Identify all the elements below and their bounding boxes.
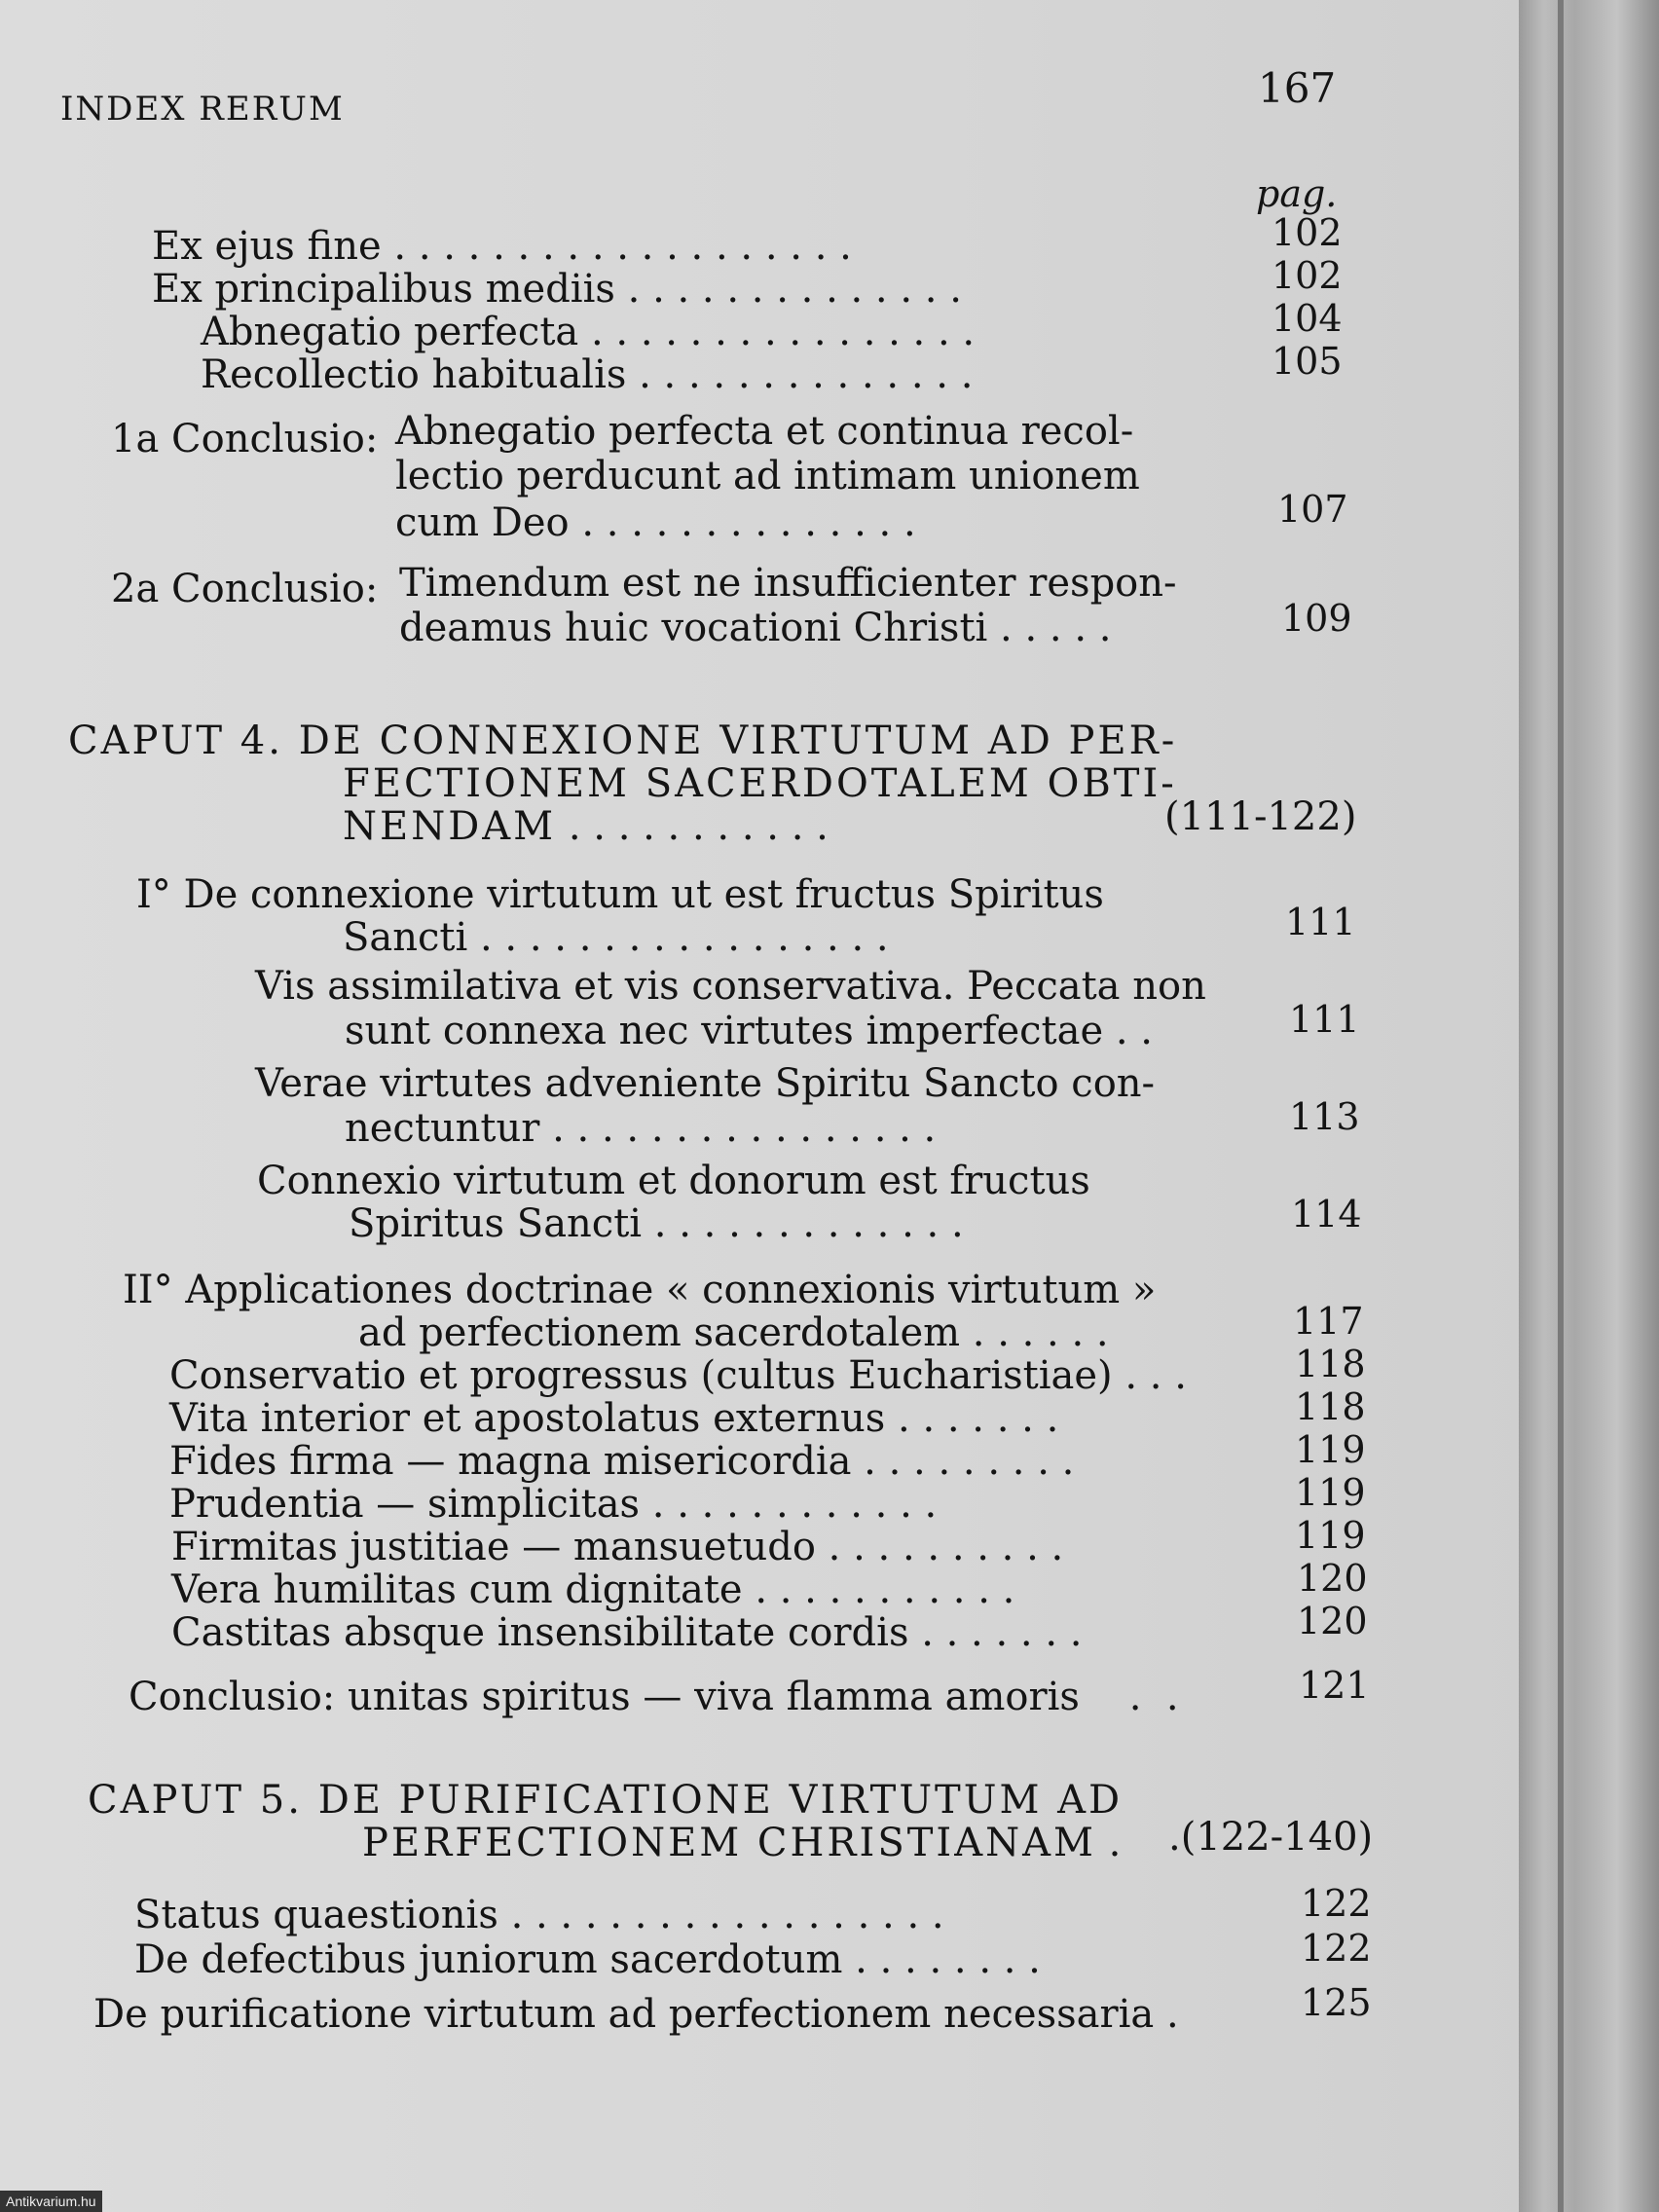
sub-entry-line: Spiritus Sancti . . . . . . . . . . . . . bbox=[349, 1201, 964, 1246]
book-spine bbox=[1519, 0, 1659, 2212]
entry-page: 119 bbox=[1295, 1471, 1366, 1514]
entry-page: 122 bbox=[1301, 1927, 1372, 1970]
section-heading: I° De connexione virtutum ut est fructus Spiritus bbox=[136, 872, 1104, 917]
conclusio-line: Timendum est ne insufficienter respon- bbox=[399, 561, 1177, 606]
entry-page: 120 bbox=[1297, 1557, 1368, 1600]
watermark: Antikvarium.hu bbox=[0, 2191, 102, 2212]
caput-4-range: (111-122) bbox=[1164, 794, 1357, 839]
sub-entry-text: Fides firma — magna misericordia . . . . . . . . . bbox=[169, 1439, 1075, 1484]
entry-page: 107 bbox=[1277, 488, 1348, 531]
caput-4-heading: FECTIONEM SACERDOTALEM OBTI- bbox=[343, 761, 1177, 806]
section-heading: Sancti . . . . . . . . . . . . . . . . . bbox=[343, 915, 889, 960]
running-head: INDEX RERUM bbox=[60, 90, 345, 129]
sub-entry-line: Connexio virtutum et donorum est fructus bbox=[257, 1159, 1090, 1203]
entry-page: 118 bbox=[1295, 1385, 1366, 1428]
sub-entry-text: Castitas absque insensibilitate cordis . . . . . . . bbox=[171, 1610, 1083, 1655]
entry-text: De purificatione virtutum ad perfectionem necessaria . bbox=[93, 1992, 1179, 2037]
entry-page: 121 bbox=[1299, 1664, 1370, 1707]
spine-edge bbox=[1558, 0, 1564, 2212]
caput-4-heading: NENDAM . . . . . . . . . . . bbox=[343, 804, 829, 849]
conclusio-entry: Conclusio: unitas spiritus — viva flamma amoris . . bbox=[129, 1675, 1179, 1719]
entry-text: Ex ejus fine . . . . . . . . . . . . . . . . . . . bbox=[152, 224, 852, 269]
entry-text: Abnegatio perfecta . . . . . . . . . . . . . . . . bbox=[201, 310, 976, 354]
sub-entry-text: Conservatio et progressus (cultus Eucharistiae) . . . bbox=[169, 1353, 1187, 1398]
conclusio-line: Abnegatio perfecta et continua recol- bbox=[395, 409, 1134, 454]
sub-entry-text: Vera humilitas cum dignitate . . . . . . . . . . . bbox=[171, 1567, 1015, 1612]
section-heading: II° Applicationes doctrinae « connexionis virtutum » bbox=[123, 1268, 1157, 1312]
entry-page: 102 bbox=[1272, 254, 1343, 297]
sub-entry-text: Firmitas justitiae — mansuetudo . . . . . . . . . . bbox=[171, 1525, 1064, 1569]
entry-page: 119 bbox=[1295, 1428, 1366, 1471]
caput-4-heading: CAPUT 4. DE CONNEXIONE VIRTUTUM AD PER- bbox=[68, 719, 1178, 763]
sub-entry-line: sunt connexa nec virtutes imperfectae . . bbox=[345, 1009, 1153, 1053]
entry-page: 117 bbox=[1293, 1300, 1364, 1343]
caput-5-heading: CAPUT 5. DE PURIFICATIONE VIRTUTUM AD bbox=[88, 1778, 1124, 1823]
entry-page: 118 bbox=[1295, 1343, 1366, 1385]
sub-entry-text: Vita interior et apostolatus externus . . . . . . . bbox=[169, 1396, 1059, 1441]
sub-entry-text: Prudentia — simplicitas . . . . . . . . . . . . bbox=[169, 1482, 938, 1527]
conclusio-line: lectio perducunt ad intimam unionem bbox=[395, 454, 1140, 498]
entry-page: 111 bbox=[1285, 901, 1356, 943]
entry-text: Status quaestionis . . . . . . . . . . . . . . . . . . bbox=[134, 1893, 944, 1937]
entry-page: 104 bbox=[1272, 297, 1343, 340]
entry-text: Recollectio habitualis . . . . . . . . . . . . . . bbox=[201, 352, 974, 397]
entry-page: 119 bbox=[1295, 1514, 1366, 1557]
entry-page: 113 bbox=[1289, 1095, 1360, 1138]
conclusio-label: 2a Conclusio: bbox=[111, 567, 379, 611]
section-heading: ad perfectionem sacerdotalem . . . . . . bbox=[358, 1310, 1109, 1355]
caput-5-range: .(122-140) bbox=[1168, 1815, 1374, 1860]
conclusio-line: cum Deo . . . . . . . . . . . . . . bbox=[395, 500, 916, 545]
conclusio-line: deamus huic vocationi Christi . . . . . bbox=[399, 606, 1112, 650]
sub-entry-line: nectuntur . . . . . . . . . . . . . . . . bbox=[345, 1106, 937, 1151]
sub-entry-line: Verae virtutes adveniente Spiritu Sancto con- bbox=[255, 1061, 1156, 1106]
sub-entry-line: Vis assimilativa et vis conservativa. Peccata non bbox=[255, 964, 1206, 1009]
entry-page: 109 bbox=[1281, 597, 1352, 640]
entry-page: 102 bbox=[1272, 211, 1343, 254]
entry-page: 114 bbox=[1291, 1193, 1362, 1235]
entry-text: Ex principalibus mediis . . . . . . . . . . . . . . bbox=[152, 267, 962, 312]
entry-page: 105 bbox=[1272, 340, 1343, 383]
page-number: 167 bbox=[1258, 64, 1337, 112]
entry-page: 111 bbox=[1289, 998, 1360, 1041]
entry-page: 125 bbox=[1301, 1981, 1372, 2024]
entry-page: 120 bbox=[1297, 1600, 1368, 1642]
entry-page: 122 bbox=[1301, 1882, 1372, 1925]
conclusio-label: 1a Conclusio: bbox=[111, 417, 379, 461]
entry-text: De defectibus juniorum sacerdotum . . . . . . . . bbox=[134, 1937, 1041, 1982]
pag-label: pag. bbox=[1256, 172, 1338, 215]
caput-5-heading: PERFECTIONEM CHRISTIANAM . bbox=[362, 1821, 1122, 1865]
